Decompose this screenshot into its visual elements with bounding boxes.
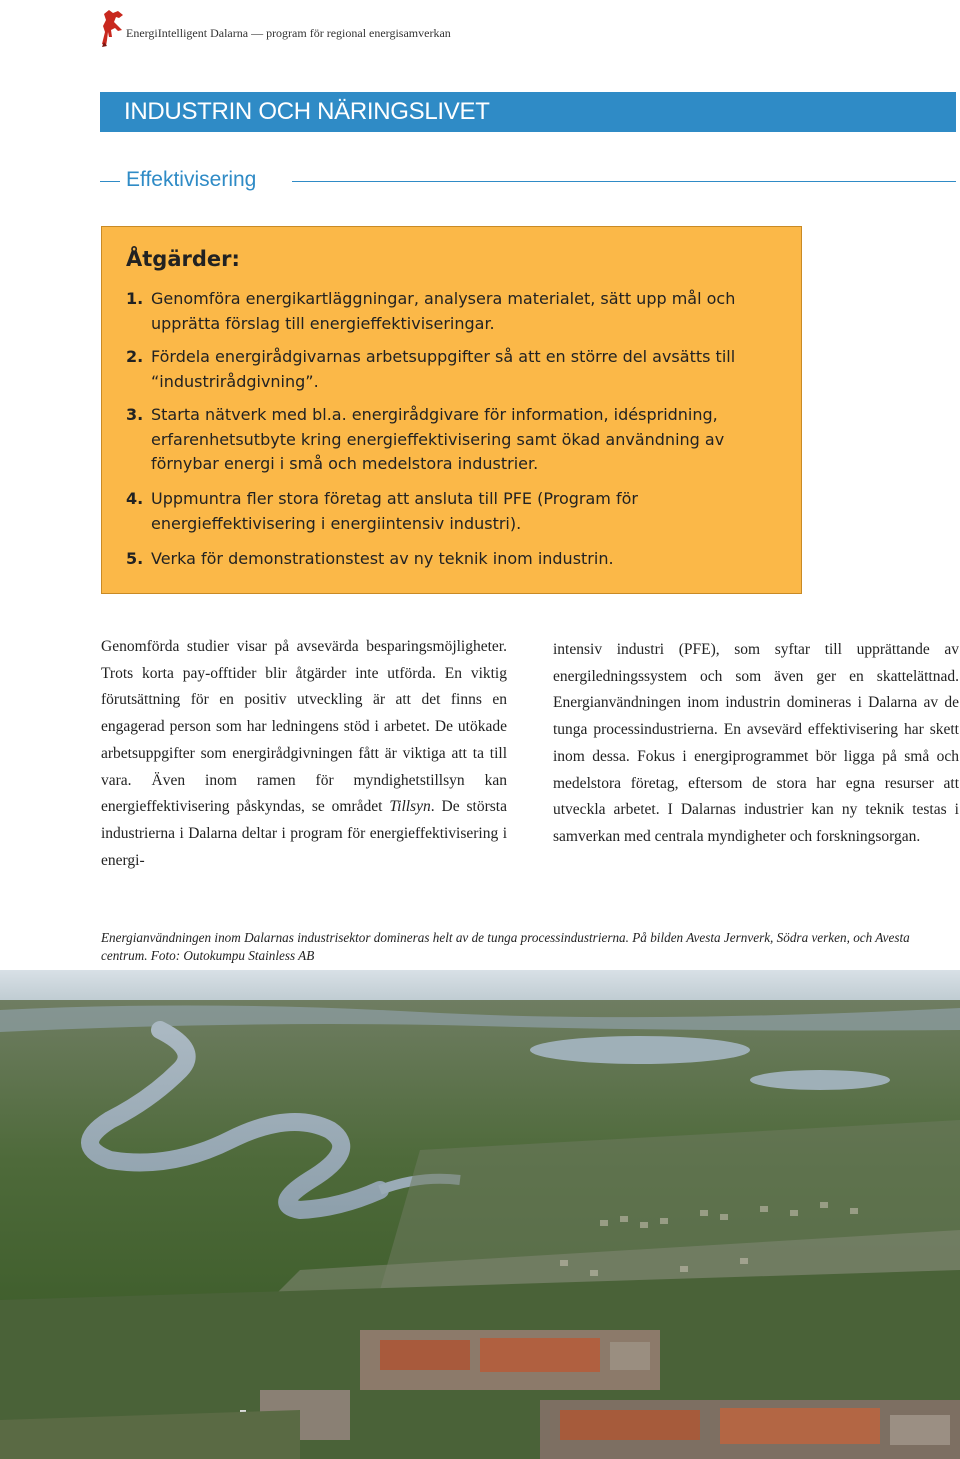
measures-box: [101, 226, 802, 594]
page-title: INDUSTRIN OCH NÄRINGSLIVET: [124, 98, 490, 125]
aerial-photo: [0, 970, 960, 1459]
section-title: Effektivisering: [126, 168, 257, 191]
measure-text: Genomföra energikartläggningar, analysera materialet, sätt upp mål och upprätta förslag till energieffektiviseringar.: [151, 289, 736, 333]
body-italic-term: Tillsyn: [389, 798, 431, 816]
measures-heading: Åtgärder:: [126, 247, 240, 271]
measure-text: Starta nätverk med bl.a. energirådgivare för information, idéspridning, erfarenhetsutbyte kring energieffektivisering samt ökad användning av förnybar energi i små och medelstora industrier.: [151, 405, 725, 473]
measure-number: 2.: [126, 347, 144, 366]
measure-text: Verka för demonstrationstest av ny teknik inom industrin.: [151, 549, 614, 568]
measure-item-5: [126, 547, 791, 572]
body-text: intensiv industri (PFE), som syftar till upprättande av energiledningssystem och som även ger en skattelättnad. Energianvändningen inom industrin domineras i Dalarna av de tunga processindustrierna. En avsevärd effektivisering har skett inom dessa. Fokus i energiprogrammet bör ligga på små och medelstora företag, eftersom de stora har egna resurser att utveckla arbetet. I Dalarnas industrier kan ny teknik testas i samverkan med centrala myndigheter och forskningsorgan.: [553, 641, 959, 845]
section-heading: [100, 166, 956, 196]
measure-item-3: [126, 403, 791, 477]
header-text: EnergiIntelligent Dalarna — program för regional energisamverkan: [126, 26, 451, 40]
section-rule-left: [100, 181, 120, 182]
measure-text: Fördela energirådgivarnas arbetsuppgifter så att en större del avsätts till “industrirådgivning”.: [151, 347, 736, 391]
page-header: [96, 6, 516, 48]
measure-item-1: [126, 287, 791, 336]
red-horse-icon: [96, 6, 126, 48]
body-text: . De största industrierna i Dalarna deltar i program för energieffektivisering i energi-: [101, 798, 507, 869]
measure-number: 1.: [126, 289, 144, 308]
photo-caption: Energianvändningen inom Dalarnas industrisektor domineras helt av de tunga processindustrierna. På bilden Avesta Jernverk, Södra verken, och Avesta centrum. Foto: Outokumpu Stainless AB: [101, 930, 910, 963]
aerial-photo-illustration: [0, 970, 960, 1459]
body-column-left: [101, 634, 507, 874]
section-rule-right: [292, 181, 956, 182]
body-text: Genomförda studier visar på avsevärda besparingsmöjligheter. Trots korta pay-offtider blir åtgärder inte utförda. En viktig förutsättning för en positiv utveckling är att det finns en engagerad person som har ledningens stöd i arbetet. De utökade arbetsuppgifter som energirådgivningen fått är viktiga att ta till vara. Även inom ramen för myndighetstillsyn kan energieffektivisering påskyndas, se området: [101, 638, 507, 816]
measure-number: 3.: [126, 405, 144, 424]
measure-number: 4.: [126, 489, 144, 508]
measure-text: Uppmuntra fler stora företag att ansluta till PFE (Program för energieffektivisering i energiintensiv industri).: [151, 489, 638, 533]
title-bar: [100, 92, 956, 132]
measure-number: 5.: [126, 549, 144, 568]
measure-item-4: [126, 487, 791, 536]
body-column-right: [553, 637, 959, 851]
measure-item-2: [126, 345, 791, 394]
